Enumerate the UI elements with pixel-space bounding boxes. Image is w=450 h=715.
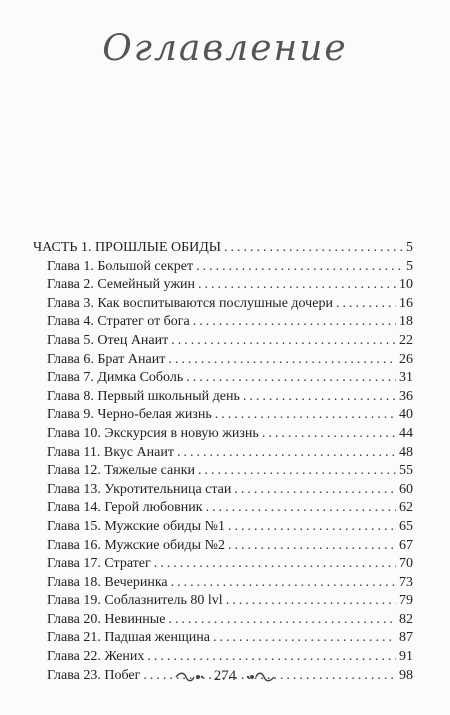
toc-chapter-page: 26 bbox=[399, 351, 413, 367]
toc-chapter-label: Глава 12. Тяжелые санки bbox=[47, 463, 196, 479]
dot-leader bbox=[336, 295, 396, 314]
toc-chapter-label: Глава 20. Невинные bbox=[47, 611, 166, 627]
toc-chapter-row[interactable] bbox=[33, 444, 413, 463]
ornament-left-icon bbox=[174, 671, 204, 683]
dot-leader bbox=[228, 537, 396, 556]
dot-leader bbox=[198, 462, 396, 481]
toc-chapter-label: Глава 17. Стратег bbox=[47, 556, 151, 572]
toc-chapter-label: Глава 7. Димка Соболь bbox=[47, 370, 184, 386]
toc-chapter-label: Глава 13. Укротительница стаи bbox=[47, 481, 232, 497]
toc-chapter-page: 55 bbox=[399, 463, 413, 479]
dot-leader bbox=[147, 648, 396, 667]
toc-chapter-label: Глава 23. Побег bbox=[47, 667, 141, 683]
toc-chapter-row[interactable] bbox=[33, 369, 413, 388]
toc-chapter-page: 60 bbox=[399, 481, 413, 497]
toc-chapter-row[interactable] bbox=[33, 425, 413, 444]
toc-chapter-label: Глава 15. Мужские обиды №1 bbox=[47, 518, 225, 534]
toc-chapter-label: Глава 6. Брат Анаит bbox=[47, 351, 166, 367]
dot-leader bbox=[171, 574, 396, 593]
toc-chapter-page: 67 bbox=[399, 537, 413, 553]
table-of-contents bbox=[33, 239, 413, 685]
page-title: Оглавление bbox=[102, 28, 348, 69]
dot-leader bbox=[226, 592, 396, 611]
toc-chapter-label: Глава 11. Вкус Анаит bbox=[47, 444, 174, 460]
toc-chapter-page: 98 bbox=[399, 667, 413, 683]
toc-part[interactable] bbox=[33, 239, 413, 258]
toc-chapter-page: 31 bbox=[399, 370, 413, 386]
toc-chapter-label: Глава 18. Вечеринка bbox=[47, 574, 168, 590]
dot-leader bbox=[262, 425, 396, 444]
toc-chapter-label: Глава 1. Большой секрет bbox=[47, 258, 194, 274]
toc-chapter-label: Глава 5. Отец Анаит bbox=[47, 332, 169, 348]
toc-chapter-page: 73 bbox=[399, 574, 413, 590]
dot-leader bbox=[177, 444, 396, 463]
toc-chapter-page: 62 bbox=[399, 500, 413, 516]
toc-chapter-row[interactable] bbox=[33, 555, 413, 574]
toc-chapter-label: Глава 4. Стратег от бога bbox=[47, 314, 190, 330]
toc-chapter-page: 10 bbox=[399, 277, 413, 293]
toc-chapter-row[interactable] bbox=[33, 406, 413, 425]
toc-chapter-page: 36 bbox=[399, 388, 413, 404]
page-number: 274 bbox=[213, 668, 237, 684]
dot-leader bbox=[196, 258, 403, 277]
toc-chapter-page: 65 bbox=[399, 518, 413, 534]
toc-chapter-page: 5 bbox=[406, 258, 413, 274]
dot-leader bbox=[168, 351, 396, 370]
toc-chapter-row[interactable] bbox=[33, 276, 413, 295]
toc-chapter-page: 16 bbox=[399, 295, 413, 311]
dot-leader bbox=[168, 611, 396, 630]
ornament-right-icon bbox=[246, 671, 276, 683]
toc-chapter-page: 70 bbox=[399, 556, 413, 572]
toc-chapter-label: Глава 14. Герой любовник bbox=[47, 500, 203, 516]
dot-leader bbox=[154, 555, 396, 574]
dot-leader bbox=[215, 406, 396, 425]
dot-leader bbox=[206, 499, 396, 518]
toc-chapter-label: Глава 19. Соблазнитель 80 lvl bbox=[47, 593, 223, 609]
toc-chapter-row[interactable] bbox=[33, 611, 413, 630]
toc-chapter-page: 48 bbox=[399, 444, 413, 460]
toc-chapter-row[interactable] bbox=[33, 537, 413, 556]
toc-chapter-page: 44 bbox=[399, 425, 413, 441]
dot-leader bbox=[193, 313, 396, 332]
dot-leader bbox=[198, 276, 396, 295]
toc-chapter-row[interactable] bbox=[33, 518, 413, 537]
toc-chapter-row[interactable] bbox=[33, 258, 413, 277]
toc-chapter-page: 22 bbox=[399, 332, 413, 348]
toc-chapter-label: Глава 10. Экскурсия в новую жизнь bbox=[47, 425, 259, 441]
dot-leader bbox=[234, 481, 396, 500]
toc-chapter-row[interactable] bbox=[33, 629, 413, 648]
toc-chapter-label: Глава 16. Мужские обиды №2 bbox=[47, 537, 225, 553]
toc-chapter-label: Глава 3. Как воспитываются послушные дочери bbox=[47, 295, 333, 311]
dot-leader bbox=[243, 388, 396, 407]
toc-chapter-label: Глава 2. Семейный ужин bbox=[47, 277, 196, 293]
toc-chapter-row[interactable] bbox=[33, 574, 413, 593]
page-footer bbox=[0, 668, 450, 685]
toc-chapter-page: 18 bbox=[399, 314, 413, 330]
toc-chapter-label: Глава 22. Жених bbox=[47, 649, 145, 665]
toc-chapter-page: 40 bbox=[399, 407, 413, 423]
toc-chapter-label: Глава 21. Падшая женщина bbox=[47, 630, 210, 646]
toc-part-page: 5 bbox=[406, 240, 413, 255]
toc-chapter-row[interactable] bbox=[33, 648, 413, 667]
toc-chapter-row[interactable] bbox=[33, 332, 413, 351]
toc-chapter-row[interactable] bbox=[33, 462, 413, 481]
toc-chapter-page: 82 bbox=[399, 611, 413, 627]
toc-chapter-row[interactable] bbox=[33, 295, 413, 314]
toc-chapter-label: Глава 9. Черно-белая жизнь bbox=[47, 407, 212, 423]
toc-chapter-page: 87 bbox=[399, 630, 413, 646]
toc-part-label: ЧАСТЬ 1. ПРОШЛЫЕ ОБИДЫ bbox=[33, 240, 222, 255]
dot-leader bbox=[186, 369, 396, 388]
toc-chapter-row[interactable] bbox=[33, 313, 413, 332]
dot-leader bbox=[224, 239, 403, 258]
toc-chapter-label: Глава 8. Первый школьный день bbox=[47, 388, 240, 404]
dot-leader bbox=[228, 518, 396, 537]
dot-leader bbox=[213, 629, 396, 648]
toc-chapter-row[interactable] bbox=[33, 592, 413, 611]
toc-chapter-page: 79 bbox=[399, 593, 413, 609]
toc-chapter-row[interactable] bbox=[33, 481, 413, 500]
toc-chapter-row[interactable] bbox=[33, 388, 413, 407]
toc-chapter-row[interactable] bbox=[33, 499, 413, 518]
toc-chapter-page: 91 bbox=[399, 649, 413, 665]
dot-leader bbox=[171, 332, 396, 351]
toc-chapter-row[interactable] bbox=[33, 351, 413, 370]
